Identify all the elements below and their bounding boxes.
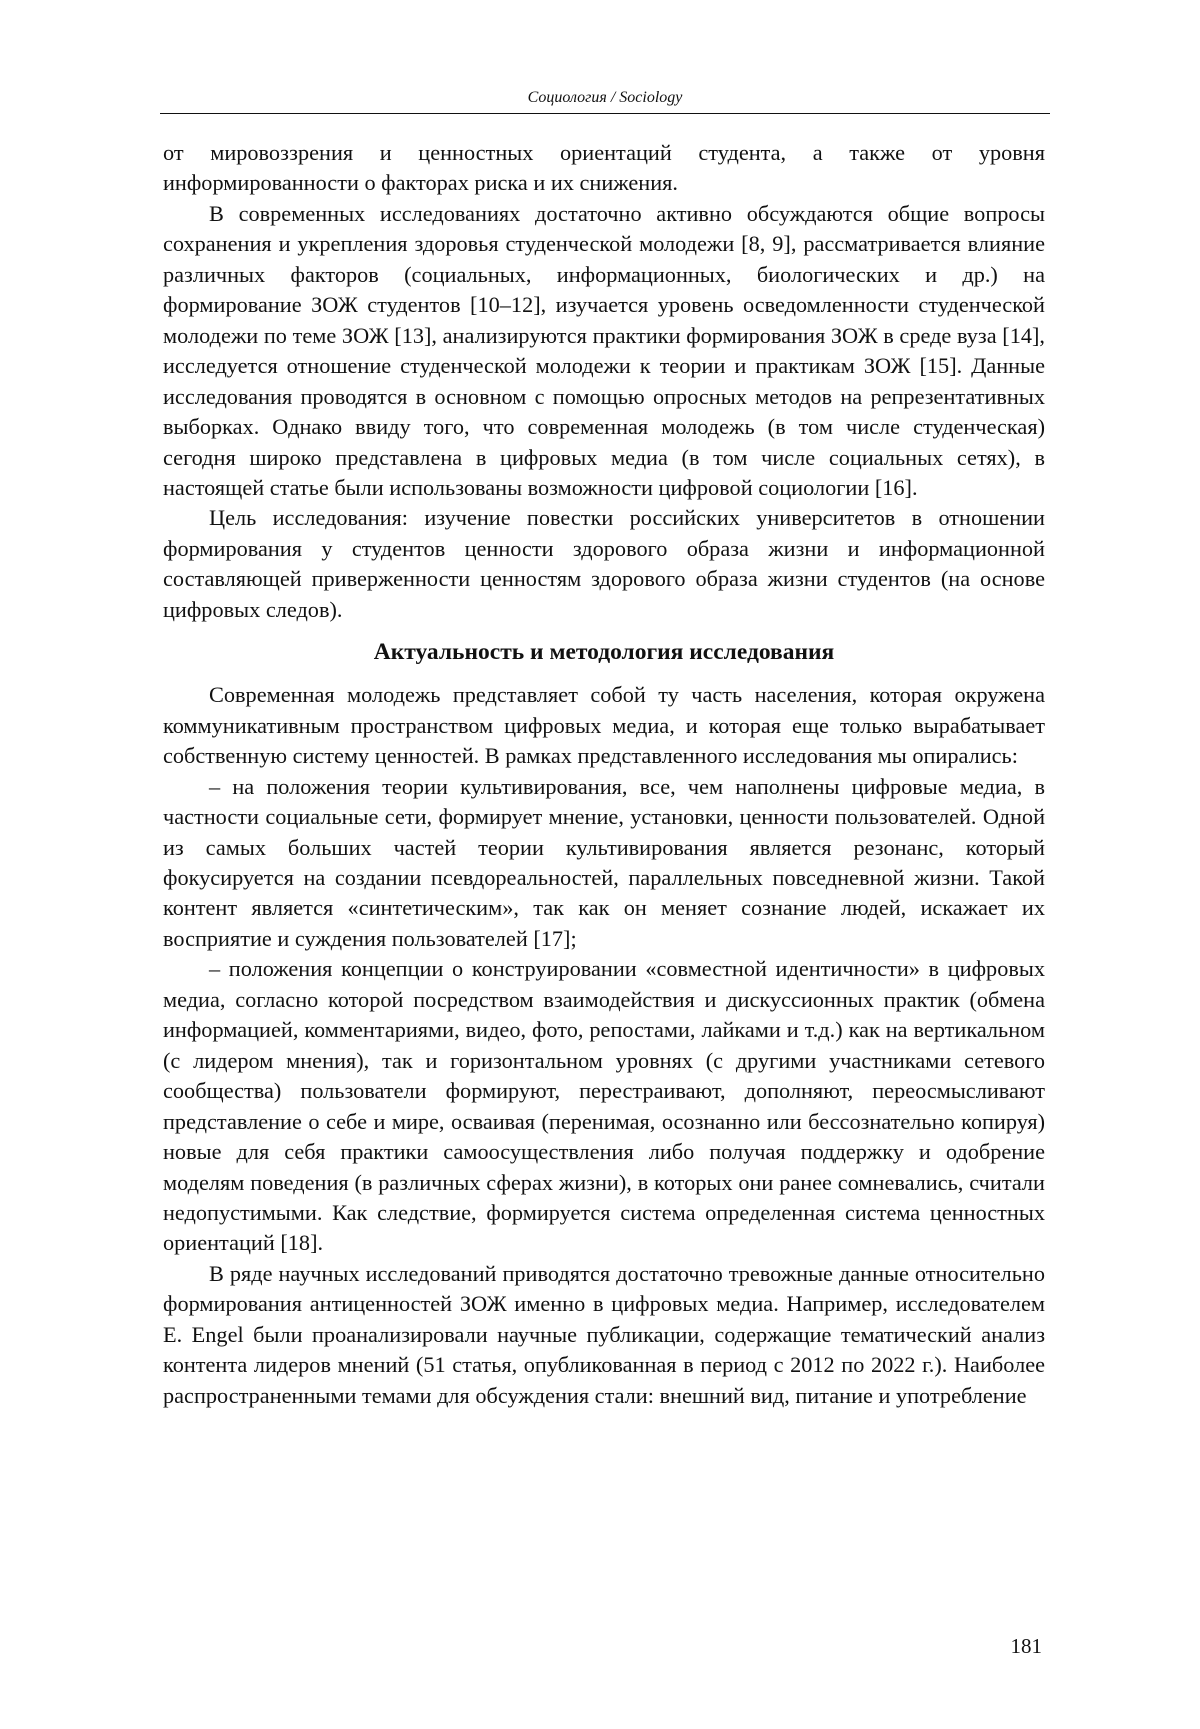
section-heading: Актуальность и методология исследования (373, 639, 835, 666)
paragraph-cultivation-theory: – на положения теории культивирования, все, чем наполнены цифровые медиа, в частности социальные сети, формирует мнение, установки, ценности пользователей. Одной из самых больших частей теории культивирования является резонанс, который фокусируется на создании псевдореальностей, параллельных повседневной жизни. Такой контент является «синтетическим», так как он меняет сознание людей, искажает их восприятие и суждения пользователей [17]; (163, 773, 1045, 951)
header-divider (160, 113, 1050, 114)
paragraph-joint-identity: – положения концепции о конструировании «совместной идентичности» в цифровых медиа, согласно которой посредством взаимодействия и дискуссионных практик (обмена информацией, комментариями, видео, фото, репостами, лайками и т.д.) как на вертикальном (с лидером мнения), так и горизонтальном уровнях (с другими участниками сетевого сообщества) пользователи формируют, перестраивают, дополняют, переосмысливают представление о себе и мире, осваивая (перенимая, осознанно или бессознательно копируя) новые для себя практики самоосуществления либо получая поддержку и одобрение моделям поведения (в различных сферах жизни), в которых они ранее сомневались, считали недопустимыми. Как следствие, формируется система определенная система ценностных ориентаций [18]. (163, 956, 1045, 1256)
page-number: 181 (1010, 1634, 1042, 1658)
paragraph-continued: от мировоззрения и ценностных ориентаций студента, а также от уровня информированности о факторах риска и их снижения. (163, 140, 1045, 196)
paragraph-modern-youth: Современная молодежь представляет собой ту часть населения, которая окружена коммуникативным пространством цифровых медиа, и которая еще только вырабатывает собственную систему ценностей. В рамках представленного исследования мы опирались: (163, 682, 1045, 769)
running-header: Социология / Sociology (527, 89, 683, 106)
paragraph-anti-values: В ряде научных исследований приводятся достаточно тревожные данные относительно формирования антиценностей ЗОЖ именно в цифровых медиа. Например, исследователем E. Engel были проанализировали научные публикации, содержащие тематический анализ контента лидеров мнений (51 статья, опубликованная в период с 2012 по 2022 г.). Наиболее распространенными темами для обсуждения стали: внешний вид, питание и употребление (163, 1260, 1045, 1408)
article-body (163, 138, 1045, 1411)
paragraph-research-goal: Цель исследования: изучение повестки российских университетов в отношении формирования у студентов ценности здорового образа жизни и информационной составляющей приверженности ценностям здорового образа жизни студентов (на основе цифровых следов). (163, 505, 1045, 622)
paragraph-research-overview: В современных исследованиях достаточно активно обсуждаются общие вопросы сохранения и укрепления здоровья студенческой молодежи [8, 9], рассматривается влияние различных факторов (социальных, информационных, биологических и др.) на формирование ЗОЖ студентов [10–12], изучается уровень осведомленности студенческой молодежи по теме ЗОЖ [13], анализируются практики формирования ЗОЖ в среде вуза [14], исследуется отношение студенческой молодежи к теории и практикам ЗОЖ [15]. Данные исследования проводятся в основном с помощью опросных методов на репрезентативных выборках. Однако ввиду того, что современная молодежь (в том числе студенческая) сегодня широко представлена в цифровых медиа (в том числе социальных сетях), в настоящей статье были использованы возможности цифровой социологии [16]. (163, 200, 1045, 500)
